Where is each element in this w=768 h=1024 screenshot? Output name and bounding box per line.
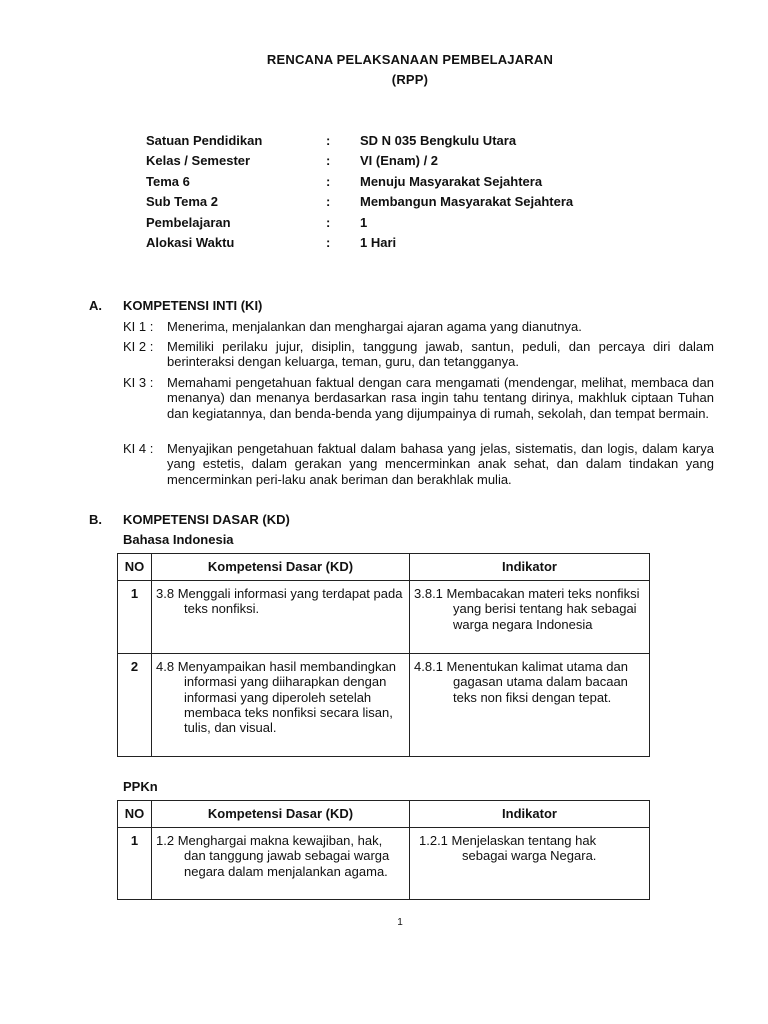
col-header-kd: Kompetensi Dasar (KD): [152, 554, 410, 581]
kd-entry: [156, 586, 405, 617]
identity-label: Sub Tema 2: [146, 194, 219, 209]
indicator-text: Menjelaskan tentang hak sebagai warga Negara.: [451, 833, 597, 864]
ki-item: [123, 339, 714, 370]
identity-colon: :: [326, 174, 331, 189]
section-letter: A.: [89, 298, 102, 313]
identity-colon: :: [326, 133, 331, 148]
document-title: RENCANA PELAKSANAAN PEMBELAJARAN: [266, 52, 554, 67]
row-number: 1: [118, 828, 152, 900]
kd-entry: [156, 833, 405, 879]
identity-value: SD N 035 Bengkulu Utara: [360, 133, 517, 148]
identity-value: VI (Enam) / 2: [360, 153, 439, 168]
ki-text: Menerima, menjalankan dan menghargai ajaran agama yang dianutnya.: [167, 319, 582, 334]
indicator-text: Menentukan kalimat utama dan gagasan utama dalam bacaan teks non fiksi dengan tepat.: [446, 659, 628, 705]
indicator-entry: [419, 833, 645, 864]
kd-number: 3.8: [156, 586, 175, 601]
identity-value: 1 Hari: [360, 235, 397, 250]
identity-row: [146, 215, 706, 233]
col-header-no: NO: [118, 554, 152, 581]
identity-row: [146, 174, 706, 192]
identity-row: [146, 133, 706, 151]
kd-cell: [152, 581, 410, 654]
table-row: [118, 828, 650, 900]
ki-code: KI 4 :: [123, 441, 154, 456]
ki-code: KI 3 :: [123, 375, 154, 390]
indicator-cell: [410, 581, 650, 654]
table-row: [118, 654, 650, 757]
indicator-entry: [414, 659, 645, 705]
col-header-no: NO: [118, 801, 152, 828]
indicator-entry: [414, 586, 645, 632]
kd-number: 4.8: [156, 659, 175, 674]
row-number: 2: [118, 654, 152, 757]
indicator-number: 4.8.1: [414, 659, 443, 674]
identity-row: [146, 194, 706, 212]
kd-cell: [152, 828, 410, 900]
identity-label: Satuan Pendidikan: [146, 133, 263, 148]
identity-label: Pembelajaran: [146, 215, 231, 230]
identity-row: [146, 235, 706, 253]
kd-table-bahasa: [117, 553, 650, 757]
identity-label: Tema 6: [146, 174, 190, 189]
identity-label: Kelas / Semester: [146, 153, 251, 168]
kd-text: Menyampaikan hasil membandingkan informasi yang diiharapkan dengan informasi yang diperoleh setelah membaca teks nonfiksi secara lisan, tulis, dan visual.: [177, 659, 396, 736]
section-title: KOMPETENSI INTI (KI): [123, 298, 263, 313]
ki-item: [123, 441, 714, 487]
kd-table-ppkn: [117, 800, 650, 900]
table-header-row: [118, 801, 650, 828]
ki-text: Menyajikan pengetahuan faktual dalam bahasa yang jelas, sistematis, dan logis, dalam karya yang estetis, dalam gerakan yang mencerminkan anak sehat, dan dalam tindakan yang mencerminkan peri-laku anak beriman dan berakhlak mulia.: [167, 441, 714, 487]
ki-code: KI 2 :: [123, 339, 154, 354]
section-title: KOMPETENSI DASAR (KD): [123, 512, 290, 527]
indicator-number: 1.2.1: [419, 833, 448, 848]
identity-colon: :: [326, 194, 331, 209]
page-number: 1: [397, 917, 403, 928]
ki-text: Memiliki perilaku jujur, disiplin, tanggung jawab, santun, peduli, dan percaya diri dalam berinteraksi dengan keluarga, teman, guru, dan tetangganya.: [167, 339, 714, 370]
table-header-row: [118, 554, 650, 581]
ki-code: KI 1 :: [123, 319, 154, 334]
indicator-text: Membacakan materi teks nonfiksi yang berisi tentang hak sebagai warga negara Indonesia: [446, 586, 640, 632]
ki-item: [123, 375, 714, 421]
identity-value: Membangun Masyarakat Sejahtera: [360, 194, 574, 209]
col-header-indicator: Indikator: [410, 801, 650, 828]
col-header-indicator: Indikator: [410, 554, 650, 581]
subject-heading: Bahasa Indonesia: [123, 532, 234, 547]
kd-number: 1.2: [156, 833, 175, 848]
identity-value: 1: [360, 215, 368, 230]
indicator-cell: [410, 654, 650, 757]
identity-label: Alokasi Waktu: [146, 235, 235, 250]
kd-entry: [156, 659, 405, 735]
subject-heading: PPKn: [123, 779, 158, 794]
identity-row: [146, 153, 706, 171]
identity-colon: :: [326, 215, 331, 230]
identity-colon: :: [326, 153, 331, 168]
kd-text: Menggali informasi yang terdapat pada teks nonfiksi.: [177, 586, 403, 617]
kd-cell: [152, 654, 410, 757]
identity-colon: :: [326, 235, 331, 250]
kd-text: Menghargai makna kewajiban, hak, dan tanggung jawab sebagai warga negara dalam menjalankan agama.: [177, 833, 390, 879]
indicator-cell: [410, 828, 650, 900]
section-letter: B.: [89, 512, 102, 527]
document-subtitle: (RPP): [391, 72, 429, 87]
ki-text: Memahami pengetahuan faktual dengan cara mengamati (mendengar, melihat, membaca dan menanya) dan menanya berdasarkan rasa ingin tahu tentang dirinya, makhluk ciptaan Tuhan dan kegiatannya, dan benda-benda yang dijumpainya di rumah, sekolah, dan tempat bermain.: [167, 375, 714, 421]
ki-item: [123, 319, 714, 334]
row-number: 1: [118, 581, 152, 654]
col-header-kd: Kompetensi Dasar (KD): [152, 801, 410, 828]
identity-value: Menuju Masyarakat Sejahtera: [360, 174, 543, 189]
indicator-number: 3.8.1: [414, 586, 443, 601]
table-row: [118, 581, 650, 654]
